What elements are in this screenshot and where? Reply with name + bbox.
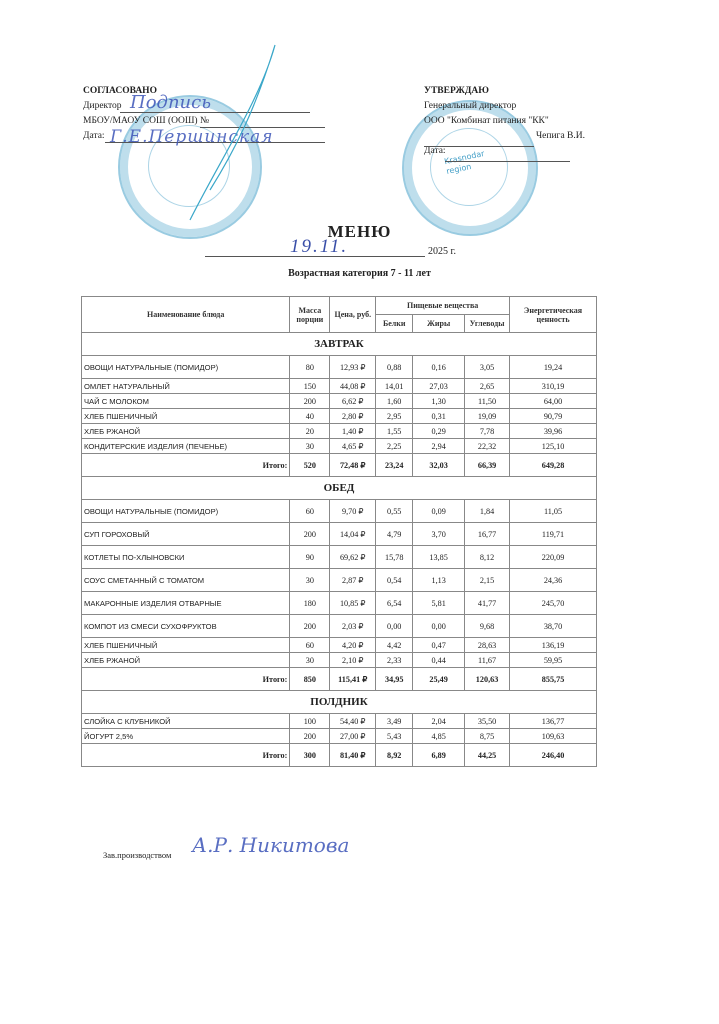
cell-carbs: 8,75 [465, 729, 510, 744]
cell-price: 10,85 ₽ [330, 592, 376, 615]
cell-carbs: 16,77 [465, 523, 510, 546]
dish-name: КОМПОТ ИЗ СМЕСИ СУХОФРУКТОВ [82, 615, 290, 638]
cell-energy: 125,10 [510, 439, 597, 454]
cell-fat: 2,04 [413, 714, 465, 729]
dish-name: ХЛЕБ РЖАНОЙ [82, 424, 290, 439]
cell-carbs: 2,65 [465, 379, 510, 394]
cell-price: 2,80 ₽ [330, 409, 376, 424]
cell-fat: 0,09 [413, 500, 465, 523]
cell-mass: 150 [290, 379, 330, 394]
cell-energy: 119,71 [510, 523, 597, 546]
cell-price: 6,62 ₽ [330, 394, 376, 409]
cell-protein: 3,49 [376, 714, 413, 729]
approval-right-line4: Дата: [424, 146, 446, 156]
cell-mass: 200 [290, 523, 330, 546]
cell-mass: 60 [290, 500, 330, 523]
table-row [82, 592, 597, 615]
cell-fat: 3,70 [413, 523, 465, 546]
approval-left-line1: Директор [83, 101, 122, 111]
section-title: ПОЛДНИК [82, 691, 597, 714]
cell-energy: 38,70 [510, 615, 597, 638]
cell-energy: 109,63 [510, 729, 597, 744]
total-protein: 23,24 [376, 454, 413, 477]
cell-price: 2,03 ₽ [330, 615, 376, 638]
total-energy: 855,75 [510, 668, 597, 691]
dish-name: ЙОГУРТ 2,5% [82, 729, 290, 744]
header-carbs: Углеводы [465, 315, 510, 333]
cell-energy: 64,00 [510, 394, 597, 409]
dish-name: СОУС СМЕТАННЫЙ С ТОМАТОМ [82, 569, 290, 592]
cell-fat: 5,81 [413, 592, 465, 615]
approval-left-heading: СОГЛАСОВАНО [83, 86, 157, 96]
cell-mass: 80 [290, 356, 330, 379]
menu-date: 19.11. [290, 236, 349, 257]
dish-name: КОНДИТЕРСКИЕ ИЗДЕЛИЯ (ПЕЧЕНЬЕ) [82, 439, 290, 454]
header-energy: Энергетическая ценность [510, 297, 597, 333]
cell-carbs: 28,63 [465, 638, 510, 653]
cell-energy: 39,96 [510, 424, 597, 439]
cell-fat: 2,94 [413, 439, 465, 454]
production-chief-signature: А.Р. Никитова [192, 833, 350, 857]
approval-right-sign-line [424, 146, 534, 147]
dish-name: ОВОЩИ НАТУРАЛЬНЫЕ (ПОМИДОР) [82, 500, 290, 523]
section-title: ЗАВТРАК [82, 333, 597, 356]
total-label: Итого: [82, 668, 290, 691]
cell-fat: 27,03 [413, 379, 465, 394]
cell-protein: 0,88 [376, 356, 413, 379]
dish-name: ОВОЩИ НАТУРАЛЬНЫЕ (ПОМИДОР) [82, 356, 290, 379]
dish-name: ХЛЕБ ПШЕНИЧНЫЙ [82, 409, 290, 424]
cell-energy: 136,77 [510, 714, 597, 729]
cell-energy: 19,24 [510, 356, 597, 379]
cell-protein: 2,33 [376, 653, 413, 668]
cell-fat: 1,30 [413, 394, 465, 409]
approval-right-heading: УТВЕРЖДАЮ [424, 86, 489, 96]
total-mass: 850 [290, 668, 330, 691]
cell-price: 4,20 ₽ [330, 638, 376, 653]
header-mass: Масса порции [290, 297, 330, 333]
cell-carbs: 3,05 [465, 356, 510, 379]
cell-protein: 0,00 [376, 615, 413, 638]
table-row [82, 500, 597, 523]
header-fat: Жиры [413, 315, 465, 333]
cell-price: 4,65 ₽ [330, 439, 376, 454]
cell-energy: 90,79 [510, 409, 597, 424]
cell-mass: 200 [290, 394, 330, 409]
cell-carbs: 1,84 [465, 500, 510, 523]
total-row [82, 454, 597, 477]
age-category: Возрастная категория 7 - 11 лет [288, 268, 431, 279]
dish-name: СЛОЙКА С КЛУБНИКОЙ [82, 714, 290, 729]
cell-protein: 2,95 [376, 409, 413, 424]
cell-carbs: 22,32 [465, 439, 510, 454]
table-row [82, 729, 597, 744]
production-chief-label: Зав.производством [103, 850, 172, 860]
dish-name: ХЛЕБ РЖАНОЙ [82, 653, 290, 668]
cell-carbs: 2,15 [465, 569, 510, 592]
cell-price: 44,08 ₽ [330, 379, 376, 394]
cell-fat: 0,00 [413, 615, 465, 638]
approval-left-handwritten-name: Г.Е.Першинская [110, 127, 274, 147]
cell-mass: 200 [290, 729, 330, 744]
cell-carbs: 7,78 [465, 424, 510, 439]
table-row [82, 615, 597, 638]
cell-carbs: 41,77 [465, 592, 510, 615]
cell-mass: 200 [290, 615, 330, 638]
dish-name: МАКАРОННЫЕ ИЗДЕЛИЯ ОТВАРНЫЕ [82, 592, 290, 615]
total-price: 72,48 ₽ [330, 454, 376, 477]
total-row [82, 668, 597, 691]
section-row [82, 333, 597, 356]
cell-fat: 0,16 [413, 356, 465, 379]
cell-mass: 100 [290, 714, 330, 729]
menu-table-body [82, 333, 597, 767]
cell-price: 2,87 ₽ [330, 569, 376, 592]
cell-energy: 245,70 [510, 592, 597, 615]
cell-fat: 4,85 [413, 729, 465, 744]
cell-energy: 310,19 [510, 379, 597, 394]
cell-fat: 0,31 [413, 409, 465, 424]
total-fat: 25,49 [413, 668, 465, 691]
cell-energy: 136,19 [510, 638, 597, 653]
cell-protein: 0,55 [376, 500, 413, 523]
total-carbs: 66,39 [465, 454, 510, 477]
cell-mass: 30 [290, 439, 330, 454]
header-protein: Белки [376, 315, 413, 333]
cell-protein: 1,60 [376, 394, 413, 409]
dish-name: КОТЛЕТЫ ПО-ХЛЫНОВСКИ [82, 546, 290, 569]
cell-mass: 180 [290, 592, 330, 615]
approval-right-line3: Чепига В.И. [536, 131, 585, 141]
cell-carbs: 8,12 [465, 546, 510, 569]
total-mass: 520 [290, 454, 330, 477]
total-protein: 8,92 [376, 744, 413, 767]
total-energy: 246,40 [510, 744, 597, 767]
cell-fat: 0,29 [413, 424, 465, 439]
cell-carbs: 11,50 [465, 394, 510, 409]
menu-year: 2025 г. [428, 246, 456, 257]
approval-right-line1: Генеральный директор [424, 101, 517, 111]
cell-protein: 0,54 [376, 569, 413, 592]
table-row [82, 653, 597, 668]
cell-fat: 13,85 [413, 546, 465, 569]
table-row [82, 394, 597, 409]
table-row [82, 714, 597, 729]
total-price: 115,41 ₽ [330, 668, 376, 691]
total-fat: 6,89 [413, 744, 465, 767]
cell-carbs: 19,09 [465, 409, 510, 424]
header-nutrients: Пищевые вещества [376, 297, 510, 315]
cell-protein: 6,54 [376, 592, 413, 615]
cell-protein: 4,42 [376, 638, 413, 653]
cell-protein: 14,01 [376, 379, 413, 394]
menu-table [81, 296, 597, 767]
cell-protein: 2,25 [376, 439, 413, 454]
table-row [82, 409, 597, 424]
table-row [82, 569, 597, 592]
approval-left-line3: Дата: [83, 131, 105, 141]
cell-energy: 59,95 [510, 653, 597, 668]
cell-price: 27,00 ₽ [330, 729, 376, 744]
cell-price: 1,40 ₽ [330, 424, 376, 439]
cell-carbs: 9,68 [465, 615, 510, 638]
cell-carbs: 35,50 [465, 714, 510, 729]
table-row [82, 439, 597, 454]
cell-mass: 60 [290, 638, 330, 653]
cell-energy: 11,05 [510, 500, 597, 523]
cell-fat: 1,13 [413, 569, 465, 592]
approval-right-line2: ООО "Комбинат питания "КК" [424, 116, 549, 126]
total-label: Итого: [82, 454, 290, 477]
stamp-right-text: Krasnodar region [443, 148, 486, 177]
total-energy: 649,28 [510, 454, 597, 477]
cell-price: 14,04 ₽ [330, 523, 376, 546]
total-price: 81,40 ₽ [330, 744, 376, 767]
table-row [82, 356, 597, 379]
total-label: Итого: [82, 744, 290, 767]
cell-mass: 40 [290, 409, 330, 424]
cell-mass: 30 [290, 569, 330, 592]
cell-price: 54,40 ₽ [330, 714, 376, 729]
section-row [82, 691, 597, 714]
table-row [82, 523, 597, 546]
dish-name: ХЛЕБ ПШЕНИЧНЫЙ [82, 638, 290, 653]
approval-right [424, 84, 624, 159]
table-row [82, 424, 597, 439]
dish-name: ОМЛЕТ НАТУРАЛЬНЫЙ [82, 379, 290, 394]
total-carbs: 120,63 [465, 668, 510, 691]
dish-name: СУП ГОРОХОВЫЙ [82, 523, 290, 546]
table-row [82, 638, 597, 653]
approval-right-date-line [445, 161, 570, 162]
cell-protein: 1,55 [376, 424, 413, 439]
dish-name: ЧАЙ С МОЛОКОМ [82, 394, 290, 409]
cell-energy: 24,36 [510, 569, 597, 592]
total-mass: 300 [290, 744, 330, 767]
cell-protein: 4,79 [376, 523, 413, 546]
cell-energy: 220,09 [510, 546, 597, 569]
cell-protein: 15,78 [376, 546, 413, 569]
total-fat: 32,03 [413, 454, 465, 477]
cell-price: 12,93 ₽ [330, 356, 376, 379]
approval-left-signature: Подпись [130, 92, 212, 113]
cell-protein: 5,43 [376, 729, 413, 744]
signature-stroke-icon [180, 40, 280, 230]
cell-mass: 20 [290, 424, 330, 439]
cell-carbs: 11,67 [465, 653, 510, 668]
header-name: Наименование блюда [82, 297, 290, 333]
table-row [82, 379, 597, 394]
cell-mass: 90 [290, 546, 330, 569]
total-protein: 34,95 [376, 668, 413, 691]
section-row [82, 477, 597, 500]
cell-fat: 0,44 [413, 653, 465, 668]
cell-price: 69,62 ₽ [330, 546, 376, 569]
page-title: МЕНЮ [327, 222, 392, 241]
cell-price: 2,10 ₽ [330, 653, 376, 668]
table-row [82, 546, 597, 569]
cell-fat: 0,47 [413, 638, 465, 653]
approval-left-line2: МБОУ/МАОУ СОШ (ООШ) № [83, 116, 210, 126]
total-carbs: 44,25 [465, 744, 510, 767]
total-row [82, 744, 597, 767]
cell-mass: 30 [290, 653, 330, 668]
header-price: Цена, руб. [330, 297, 376, 333]
cell-price: 9,70 ₽ [330, 500, 376, 523]
section-title: ОБЕД [82, 477, 597, 500]
